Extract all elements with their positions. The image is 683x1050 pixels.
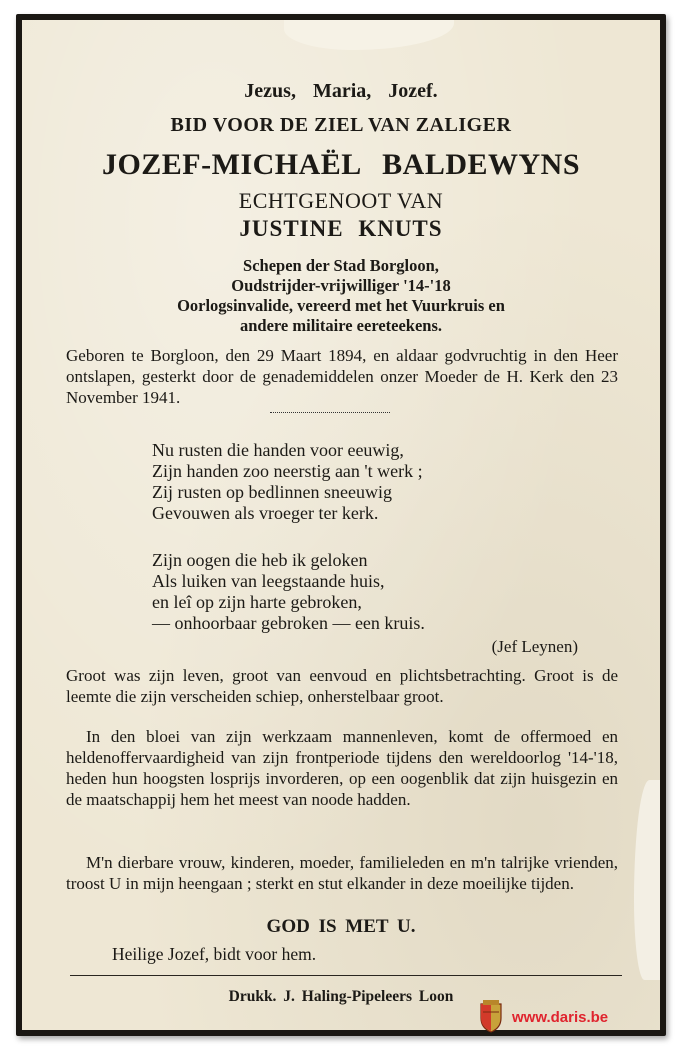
paper-tear-right bbox=[634, 780, 660, 980]
poem-stanza-2 bbox=[152, 550, 425, 634]
prayer-request: BID VOOR DE ZIEL VAN ZALIGER bbox=[170, 114, 512, 136]
poem-line: — onhoorbaar gebroken — een kruis. bbox=[152, 613, 425, 633]
biography-paragraph: Groot was zijn leven, groot van eenvoud en plichtsbetrachting. Groot is de leemte die zijn verscheiden schiep, onherstelbaar groot. bbox=[66, 666, 618, 706]
poem-line: Als luiken van leegstaande huis, bbox=[152, 571, 385, 591]
spouse-name: JUSTINE KNUTS bbox=[239, 216, 443, 241]
poem-line: en leî op zijn harte gebroken, bbox=[152, 592, 362, 612]
poem-author: (Jef Leynen) bbox=[491, 637, 578, 656]
deceased-name: JOZEF-MICHAËL BALDEWYNS bbox=[101, 148, 581, 181]
title-line: Schepen der Stad Borgloon, bbox=[243, 256, 439, 275]
biography-paragraph: In den bloei van zijn werkzaam mannenleven, komt de offermoed en heldenoffervaardigheid van zijn frontperiode tijdens den wereldoorlog '14-'18, heden hun hoogsten losprijs invorderen, op een oogenblik dat zijn huisgezin en de maatschappij hem het meest van noode hadden. bbox=[66, 727, 618, 809]
title-line: Oorlogsinvalide, vereerd met het Vuurkruis en bbox=[177, 296, 505, 315]
title-line: andere militaire eereteekens. bbox=[239, 316, 443, 335]
coat-of-arms-icon bbox=[478, 1000, 504, 1034]
poem-line: Nu rusten die handen voor eeuwig, bbox=[152, 440, 404, 460]
closing-prayer: Heilige Jozef, bidt voor hem. bbox=[112, 944, 317, 964]
poem-line: Zij rusten op bedlinnen sneeuwig bbox=[152, 482, 392, 502]
paper-tear bbox=[284, 20, 454, 50]
invocation: Jezus, Maria, Jozef. bbox=[244, 80, 438, 102]
birth-death-text: Geboren te Borgloon, den 29 Maart 1894, en aldaar godvruchtig in den Heer ontslapen, gesterkt door de genademiddelen onzer Moeder de H. Kerk den 23 November 1941. bbox=[66, 346, 618, 407]
watermark-site: www.daris.be bbox=[512, 1008, 609, 1026]
spouse-label: ECHTGENOOT VAN bbox=[238, 188, 444, 213]
poem-stanza-1 bbox=[152, 440, 423, 524]
memorial-card bbox=[16, 14, 666, 1036]
dotted-divider bbox=[270, 412, 390, 413]
blessing: GOD IS MET U. bbox=[266, 916, 416, 937]
title-line: Oudstrijder-vrijwilliger '14-'18 bbox=[231, 276, 451, 295]
biography-paragraph: M'n dierbare vrouw, kinderen, moeder, familieleden en m'n talrijke vrienden, troost U in mijn heengaan ; sterkt en stut elkander in deze moeilijke tijden. bbox=[66, 853, 618, 893]
printer-credit: Drukk. J. Haling-Pipeleers Loon bbox=[228, 988, 454, 1005]
poem-line: Zijn oogen die heb ik geloken bbox=[152, 550, 368, 570]
card-paper bbox=[22, 20, 660, 1030]
footer-rule bbox=[70, 975, 622, 976]
watermark bbox=[478, 1000, 608, 1034]
poem-line: Zijn handen zoo neerstig aan 't werk ; bbox=[152, 461, 423, 481]
poem-line: Gevouwen als vroeger ter kerk. bbox=[152, 503, 379, 523]
